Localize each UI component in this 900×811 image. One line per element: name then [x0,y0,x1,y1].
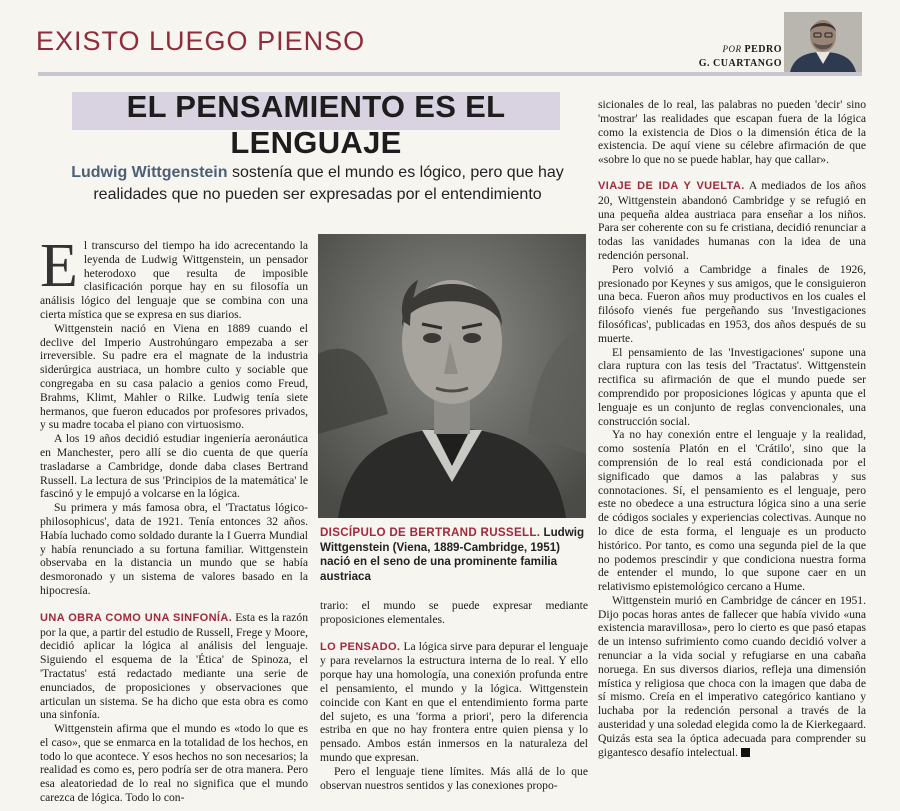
caption-kicker: DISCÍPULO DE BERTRAND RUSSELL. [320,526,541,539]
subhead-kicker: LO PENSADO. [320,640,401,653]
paragraph [598,594,866,760]
section-title: EXISTO LUEGO PIENSO [36,26,366,56]
paragraph [598,179,866,263]
byline-prefix: POR [722,44,742,54]
paragraph [40,232,308,322]
byline [699,42,782,71]
paragraph-text: La lógica sirve para depurar el lenguaje y para revelarnos la estructura interna de lo real. Y ello porque hay una homología, una conexión profunda entre el pensamiento, el mundo y la lógica. Wittgenstein coincide con Kant en que el entendimiento forma parte del sujeto, es una 'forma a priori', pero la diferencia estriba en que no hay frontera entre quien piensa y lo pensado. Ambos están inmersos en la naturaleza del mundo que expresan. [320,639,589,764]
paragraph: trario: el mundo se puede expresar mediante proposiciones elementales. [320,599,588,626]
column-2 [320,599,588,792]
author-last-name: G. CUARTANGO [698,58,782,69]
wittgenstein-photo [318,234,586,518]
headline: EL PENSAMIENTO ES EL LENGUAJE [126,89,506,160]
paragraph-text: A mediados de los años 20, Wittgenstein abandonó Cambridge y se refugió en una pequeña aldea austriaca para enseñar a los niños. Para ser coherente con su fe cristiana, decidió renunciar a todas las vanidades humanas con la idea de una redención personal. [598,178,866,262]
author-first-name: PEDRO [744,44,782,55]
header-rule [38,72,862,76]
deck-name: Ludwig Wittgenstein [71,164,228,181]
paragraph-text: Wittgenstein murió en Cambridge de cáncer en 1951. Dijo pocas horas antes de fallecer que había vivido «una existencia maravillosa», pero lo cierto es que pasó etapas de un intenso sufrimiento como cuando decidió volver a renunciar a la vida social y refugiarse en una cabaña noruega. En sus diversos diarios, refleja una dimensión mística y religiosa que choca con la imagen que daba de sí mismo. Creía en el imperativo categórico kantiano y luchaba por la redención personal a través de la austeridad y una soledad elegida como la de Kierkegaard. Quizás esta sea la óptica adecuada para comprender su gigantesco desafío intelectual. [598,593,866,759]
deck-text: sostenía que el mundo es lógico, pero que hay realidades que no pueden ser expresadas por el entendimiento [93,164,564,203]
paragraph: A los 19 años decidió estudiar ingeniería aeronáutica en Manchester, pero allí se dio cuenta de que quería trasladarse a Cambridge, donde daba clases Bertrand Russell. La lectura de sus 'Principios de la matemática' le fascinó y le empujó a volcarse en la lógica. [40,432,308,501]
column-3 [598,98,866,759]
caption-text: Ludwig Wittgenstein (Viena, 1889-Cambridge, 1951) nació en el seno de una prominente familia austriaca [320,526,585,583]
paragraph: sicionales de lo real, las palabras no pueden 'decir' sino 'mostrar' las realidades que escapan fuera de la lógica como la existencia de Dios o la dimensión ética de la existencia. De aquí viene su célebre afirmación de que «sobre lo que no se puede hablar, hay que callar». [598,98,866,167]
column-1 [40,232,309,805]
deck [40,162,595,206]
author-photo [784,12,862,72]
drop-cap: E [40,232,78,300]
photo-caption [320,526,590,584]
paragraph-text: Esta es la razón por la que, a partir del estudio de Russell, Frege y Moore, decidió aplicar la lógica al análisis del lenguaje. Siguiendo el esquema de la 'Ética' de Spinoza, el 'Tractatus' está redactado mediante una serie de enunciados, de proposiciones y observaciones que articulan un sistema. Se ha dicho que esta obra es como una sinfonía. [40,610,309,722]
end-mark-icon [741,748,750,757]
paragraph: Wittgenstein nació en Viena en 1889 cuando el declive del Imperio Austrohúngaro empezaba a ser irreversible. Su padre era el magnate de la industria siderúrgica austriaca, un hombre culto y sociable que congregaba en su casa palacio a genios como Freud, Brahms, Klimt, Mahler o Rilke. Ludwig tenía siete hermanos, que fueron educados por profesores privados, y su madre tocaba el piano con virtuosismo. [40,321,308,432]
paragraph: Ya no hay conexión entre el lenguaje y la realidad, como sostenía Platón en el 'Crátilo', sino que la comprensión de lo real está condicionada por el significado que damos a las palabras y sus connotaciones. Sí, el pensamiento es el lenguaje, pero este no obedece a una estructura lógica sino a una serie de códigos sociales y experiencias colectivas. Aunque no lo dice de esta forma, el lenguaje es un producto histórico. Por tanto, es como una segunda piel de la que no podemos prescindir y que condiciona nuestra forma de entender el mundo, lo que supone caer en un relativismo epistemológico cercano a Hume. [598,428,866,594]
paragraph: Wittgenstein afirma que el mundo es «todo lo que es el caso», que se enmarca en la totalidad de los hechos, en todo lo que acontece. Y esos hechos no son necesarios; la realidad es como es, pero podría ser de otra manera. Pero esa aleatoriedad de lo real no significa que el mundo carezca de lógica. Todo lo con- [40,722,308,805]
paragraph-text: l transcurso del tiempo ha ido acrecentando la leyenda de Ludwig Wittgenstein, un pensador heterodoxo que resulta de imposible clasificación porque hay en su filosofía un análisis lógico del lenguaje que se combina con una cierta mística que se expresa en sus diarios. [40,239,308,321]
paragraph [40,611,308,722]
subhead-kicker: VIAJE DE IDA Y VUELTA. [598,179,745,192]
paragraph: El pensamiento de las 'Investigaciones' supone una clara ruptura con las tesis del 'Tractatus'. Wittgenstein rectifica su afirmación de que el mundo puede ser comprendido por proposiciones lógicas y apunta que el lenguaje es un conjunto de reglas convencionales, una construcción social. [598,345,866,428]
paragraph: Pero el lenguaje tiene límites. Más allá de lo que observan nuestros sentidos y las conexiones propo- [320,764,588,792]
paragraph: Pero volvió a Cambridge a finales de 1926, presionado por Keynes y sus amigos, que le consiguieron una beca. Fueron años muy productivos en los cuales el filósofo vienés fue pergeñando sus 'Investigaciones filosóficas', publicadas en 1953, dos años después de su muerte. [598,262,866,345]
paragraph [320,640,588,765]
subhead-kicker: UNA OBRA COMO UNA SINFONÍA. [40,611,233,624]
paragraph: Su primera y más famosa obra, el 'Tractatus lógico-philosophicus', data de 1921. Tenía entonces 32 años. Había luchado como soldado durante la I Guerra Mundial y había renunciado a su fortuna familiar. Wittgenstein observaba en la distancia un mundo que se había desmoronado y un sistema de valores basado en la hipocresía. [40,501,308,597]
